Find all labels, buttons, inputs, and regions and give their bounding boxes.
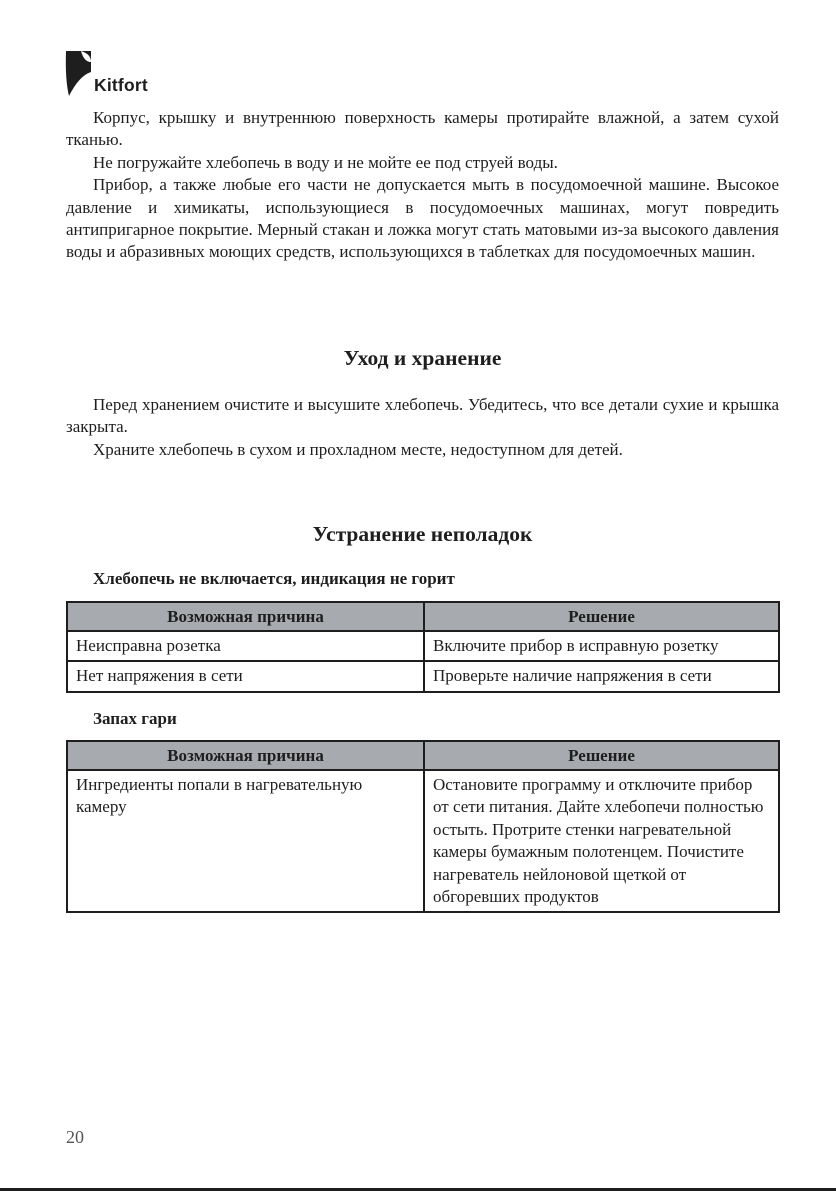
header-cause: Возможная причина (67, 602, 424, 631)
brand-name: Kitfort (94, 75, 148, 95)
cause-cell: Нет напряжения в сети (67, 661, 424, 691)
paragraph: Корпус, крышку и внутреннюю поверхность камеры протирайте влажной, а затем сухой тканью. (66, 108, 779, 150)
cause-cell: Ингредиенты попали в нагревательную камеру (67, 770, 424, 912)
care-text (66, 394, 779, 461)
table-header-row (67, 741, 779, 770)
table-row (67, 631, 779, 661)
paragraph: Не погружайте хлебопечь в воду и не мойте ее под струей воды. (93, 152, 558, 172)
section-title-care: Уход и хранение (343, 346, 502, 370)
header-cause: Возможная причина (67, 741, 424, 770)
header-solution: Решение (424, 741, 779, 770)
page-number: 20 (66, 1127, 84, 1147)
table-header-row (67, 602, 779, 631)
brand-logo (64, 50, 174, 98)
problem-title: Запах гари (93, 709, 177, 728)
table-row (67, 770, 779, 912)
troubleshooting-table-burning-smell (66, 740, 780, 913)
cause-cell: Неисправна розетка (67, 631, 424, 661)
troubleshooting-table-no-power (66, 601, 780, 693)
paragraph: Перед хранением очистите и высушите хлебопечь. Убедитесь, что все детали сухие и крышка закрыта. (66, 395, 779, 437)
paragraph: Прибор, а также любые его части не допускается мыть в посудомоечной машине. Высокое давление и химикаты, использующиеся в посудомоечных машинах, могут повредить антипригарное покрытие. Мерный стакан и ложка могут стать матовыми из-за высокого давления воды и абразивных моющих средств, использующихся в таблетках для посудомоечных машин. (66, 175, 779, 262)
paragraph: Храните хлебопечь в сухом и прохладном месте, недоступном для детей. (93, 439, 623, 459)
intro-text (66, 107, 779, 264)
header-solution: Решение (424, 602, 779, 631)
solution-cell: Остановите программу и отключите прибор от сети питания. Дайте хлебопечи полностью остыть. Протрите стенки нагревательной камеры бумажным полотенцем. Почистите нагреватель нейлоновой щеткой от обгоревших продуктов (424, 770, 779, 912)
solution-cell: Включите прибор в исправную розетку (424, 631, 779, 661)
problem-title: Хлебопечь не включается, индикация не горит (93, 569, 455, 588)
kitfort-logo-icon (64, 50, 92, 98)
table-row (67, 661, 779, 691)
section-title-troubleshooting: Устранение неполадок (312, 522, 533, 546)
solution-cell: Проверьте наличие напряжения в сети (424, 661, 779, 691)
